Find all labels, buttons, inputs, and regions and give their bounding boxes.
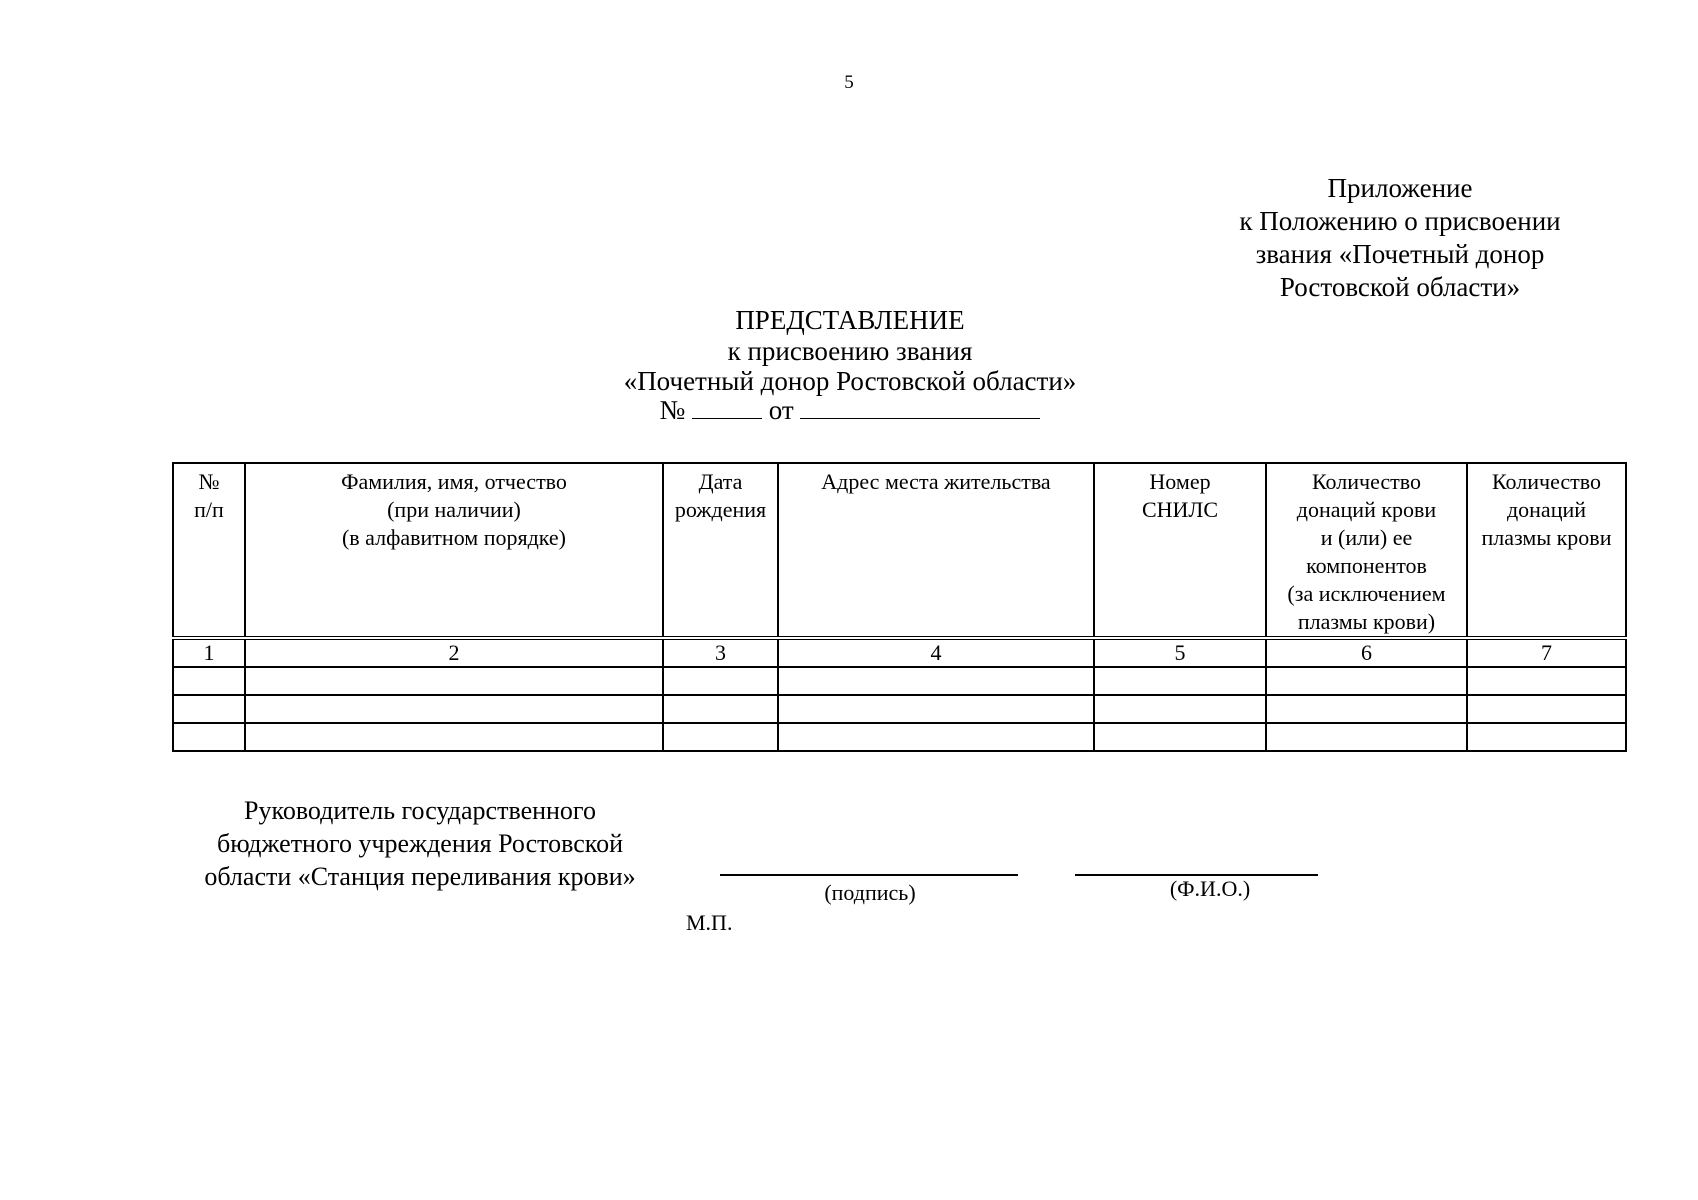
document-title-block: [550, 304, 1150, 424]
table-cell[interactable]: [663, 695, 778, 723]
header-text: (в алфавитном порядке): [341, 525, 567, 550]
stamp-place-label: М.П.: [686, 910, 733, 935]
appendix-line: Приложение: [1327, 173, 1473, 203]
nominees-table: [172, 462, 1627, 752]
signature-caption: (подпись): [824, 880, 916, 905]
document-title: ПРЕДСТАВЛЕНИЕ: [735, 305, 965, 335]
column-number: 3: [663, 638, 778, 667]
header-text: Количество: [1311, 469, 1422, 494]
header-text: (за исключением: [1287, 581, 1446, 606]
table-cell[interactable]: [173, 695, 245, 723]
signatory-line: области «Станция переливания крови»: [204, 862, 636, 891]
number-sign: №: [659, 395, 686, 425]
header-cell: [1266, 463, 1467, 638]
column-number: 1: [173, 638, 245, 667]
number-date-line: [550, 396, 1150, 424]
table-cell[interactable]: [778, 695, 1094, 723]
column-number: 5: [1094, 638, 1266, 667]
column-number: 4: [778, 638, 1094, 667]
header-text: плазмы крови: [1481, 525, 1612, 550]
column-number-row: [173, 638, 1626, 667]
signatory-position: [170, 794, 670, 893]
header-text: Количество: [1491, 469, 1602, 494]
header-text: компонентов: [1306, 553, 1427, 578]
header-text: донаций: [1506, 497, 1587, 522]
header-cell: [663, 463, 778, 638]
table-cell[interactable]: [1094, 667, 1266, 695]
header-cell: [1467, 463, 1626, 638]
header-text: и (или) ее: [1320, 525, 1413, 550]
table-cell[interactable]: [1094, 723, 1266, 751]
full-name-caption: (Ф.И.О.): [1169, 876, 1251, 901]
page-number: 5: [844, 72, 854, 93]
table-cell[interactable]: [1266, 667, 1467, 695]
table-cell[interactable]: [1467, 695, 1626, 723]
table-cell[interactable]: [173, 667, 245, 695]
header-text: Фамилия, имя, отчество: [341, 469, 567, 494]
table-cell[interactable]: [1094, 695, 1266, 723]
number-blank: [692, 396, 762, 419]
title-subline: «Почетный донор Ростовской области»: [623, 366, 1077, 396]
column-number: 2: [245, 638, 663, 667]
appendix-line: Ростовской области»: [1279, 272, 1521, 302]
table-cell[interactable]: [245, 723, 663, 751]
header-cell: [778, 463, 1094, 638]
header-text: №: [198, 469, 220, 494]
column-number: 6: [1266, 638, 1467, 667]
header-text: п/п: [194, 497, 224, 522]
signature-field[interactable]: [720, 874, 1018, 876]
table-row: [173, 667, 1626, 695]
from-word: от: [768, 395, 794, 425]
appendix-line: звания «Почетный донор: [1255, 239, 1545, 269]
table-cell[interactable]: [173, 723, 245, 751]
table-cell[interactable]: [245, 695, 663, 723]
table-cell[interactable]: [663, 667, 778, 695]
date-blank: [800, 396, 1040, 419]
header-text: донаций крови: [1296, 497, 1437, 522]
header-text: (при наличии): [387, 497, 521, 522]
table-cell[interactable]: [778, 723, 1094, 751]
signatory-line: Руководитель государственного: [244, 796, 596, 825]
table-cell[interactable]: [1266, 723, 1467, 751]
header-text: Номер: [1149, 469, 1211, 494]
table-row: [173, 723, 1626, 751]
header-text: Дата: [698, 469, 743, 494]
header-cell: [173, 463, 245, 638]
appendix-line: к Положению о присвоении: [1239, 206, 1561, 236]
table-cell[interactable]: [778, 667, 1094, 695]
title-subline: к присвоению звания: [727, 336, 973, 366]
table-row: [173, 695, 1626, 723]
signatory-line: бюджетного учреждения Ростовской: [216, 829, 624, 858]
table-cell[interactable]: [1467, 667, 1626, 695]
table-cell[interactable]: [663, 723, 778, 751]
table-cell[interactable]: [1467, 723, 1626, 751]
appendix-note: [1200, 172, 1600, 304]
header-cell: [245, 463, 663, 638]
header-text: Адрес места жительства: [821, 469, 1051, 494]
header-cell: [1094, 463, 1266, 638]
header-text: СНИЛС: [1141, 497, 1219, 522]
table-cell[interactable]: [1266, 695, 1467, 723]
table-header-row: [173, 463, 1626, 638]
header-text: плазмы крови): [1297, 609, 1436, 634]
column-number: 7: [1467, 638, 1626, 667]
header-text: рождения: [674, 497, 767, 522]
table-cell[interactable]: [245, 667, 663, 695]
